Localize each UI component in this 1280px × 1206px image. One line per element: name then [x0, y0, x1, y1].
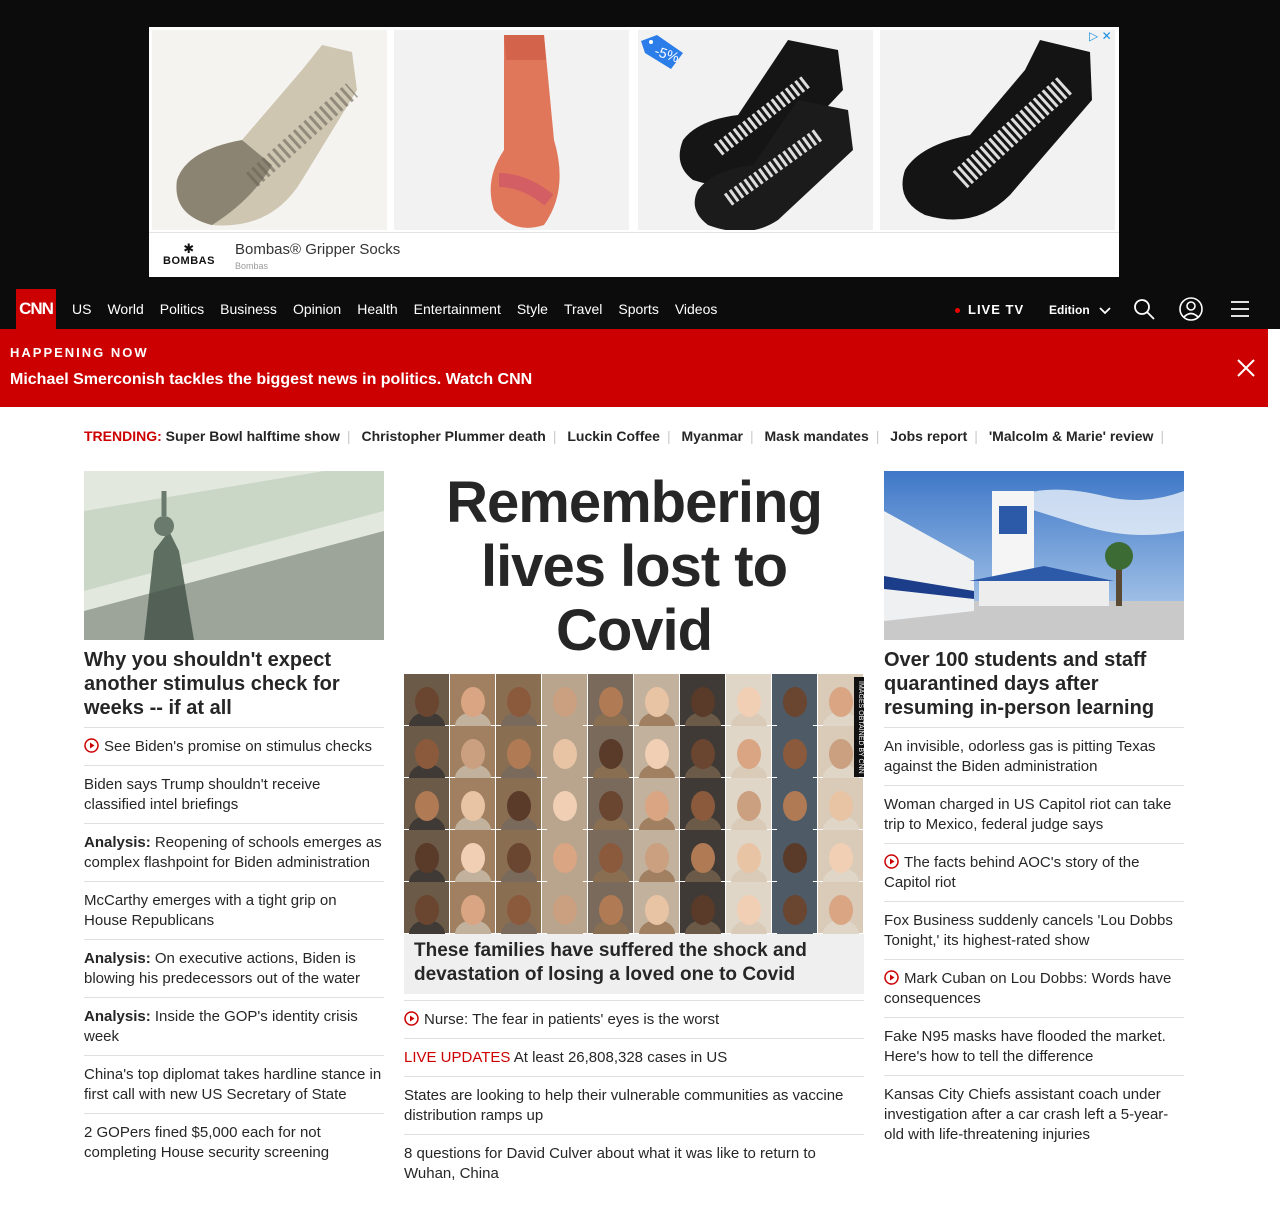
- portrait-photo: [588, 882, 633, 934]
- list-item[interactable]: [84, 1113, 384, 1171]
- left-column: [84, 471, 384, 1171]
- covid-victims-photo-mosaic[interactable]: [404, 674, 864, 934]
- analysis-label: Analysis:: [84, 1008, 151, 1025]
- list-item[interactable]: [404, 1076, 864, 1134]
- separator: |: [974, 428, 978, 444]
- list-item[interactable]: [884, 785, 1184, 843]
- list-item[interactable]: [404, 1038, 864, 1076]
- list-item[interactable]: [884, 901, 1184, 959]
- edition-dropdown[interactable]: [1049, 289, 1111, 331]
- happening-now-text[interactable]: Michael Smerconish tackles the biggest news in politics. Watch CNN: [10, 371, 533, 388]
- edition-label: Edition: [1049, 303, 1090, 317]
- headline-text: Biden says Trump shouldn't receive classified intel briefings: [84, 776, 321, 813]
- list-item[interactable]: [884, 959, 1184, 1017]
- ad-brand-name: BOMBAS: [163, 255, 215, 267]
- ad-product-image-4[interactable]: [880, 30, 1115, 230]
- nav-links: [72, 289, 717, 329]
- nav-link-health[interactable]: Health: [357, 301, 398, 317]
- separator: |: [552, 428, 557, 444]
- live-tv-button[interactable]: [955, 289, 1024, 331]
- school-building-image[interactable]: [884, 471, 1184, 640]
- portrait-photo: [542, 882, 587, 934]
- headline-text: Fox Business suddenly cancels 'Lou Dobbs Tonight,' its highest-rated show: [884, 912, 1173, 949]
- headline-text: 8 questions for David Culver about what it was like to return to Wuhan, China: [404, 1145, 816, 1182]
- happening-now-banner[interactable]: [0, 329, 1268, 407]
- portrait-photo: [450, 882, 495, 934]
- live-tv-label: LIVE TV: [968, 302, 1025, 317]
- headline-text: See Biden's promise on stimulus checks: [104, 738, 372, 755]
- portrait-photo: [634, 882, 679, 934]
- right-column: [884, 471, 1184, 1153]
- nav-link-travel[interactable]: Travel: [563, 301, 603, 317]
- separator: |: [346, 428, 351, 444]
- account-icon[interactable]: [1179, 297, 1203, 321]
- headline-text: Fake N95 masks have flooded the market. Here's how to tell the difference: [884, 1028, 1166, 1065]
- close-icon[interactable]: [1236, 358, 1256, 378]
- bee-icon: ✱: [183, 241, 195, 256]
- center-column: [404, 471, 864, 1192]
- top-nav: [0, 289, 1280, 329]
- analysis-label: Analysis:: [84, 834, 151, 851]
- separator: |: [1160, 428, 1165, 444]
- headline-text: Inside the GOP's identity crisis week: [84, 1008, 358, 1045]
- headline-text: An invisible, odorless gas is pitting Texas against the Biden administration: [884, 738, 1156, 775]
- play-video-icon: [84, 738, 99, 753]
- headline-text: China's top diplomat takes hardline stance in first call with new US Secretary of State: [84, 1066, 382, 1103]
- headline-text: Reopening of schools emerges as complex flashpoint for Biden administration: [84, 834, 382, 871]
- image-credit: IMAGES OBTAINED BY CNN: [854, 677, 864, 777]
- nav-link-style[interactable]: Style: [516, 301, 548, 317]
- nav-link-entertainment[interactable]: Entertainment: [413, 301, 501, 317]
- list-item[interactable]: [884, 1017, 1184, 1075]
- ad-footer[interactable]: [149, 232, 1119, 277]
- play-video-icon: [404, 1011, 419, 1026]
- nav-link-sports[interactable]: Sports: [618, 301, 659, 317]
- ad-advertiser: Bombas: [235, 261, 269, 271]
- list-item[interactable]: [404, 1000, 864, 1038]
- list-item[interactable]: [884, 843, 1184, 901]
- portrait-photo: [772, 882, 817, 934]
- trending-item[interactable]: 'Malcolm & Marie' review: [988, 428, 1154, 444]
- lead-headline[interactable]: Over 100 students and staff quarantined days after resuming in-person learning: [884, 649, 1155, 719]
- list-item[interactable]: [84, 997, 384, 1055]
- trending-item[interactable]: Jobs report: [890, 428, 968, 444]
- portrait-photo: [726, 882, 771, 934]
- portrait-photo: [404, 882, 449, 934]
- ad-banner[interactable]: [149, 27, 1119, 277]
- nav-link-business[interactable]: Business: [220, 301, 277, 317]
- ad-product-image-1[interactable]: [152, 30, 387, 230]
- trending-label: TRENDING:: [84, 428, 162, 444]
- headline-text: At least 26,808,328 cases in US: [510, 1049, 728, 1066]
- list-item[interactable]: [884, 727, 1184, 785]
- list-item[interactable]: [84, 765, 384, 823]
- hero-subheadline[interactable]: These families have suffered the shock and devastation of losing a loved one to Covid: [404, 934, 864, 994]
- separator: |: [875, 428, 880, 444]
- trending-item[interactable]: Luckin Coffee: [567, 428, 660, 444]
- list-item[interactable]: [84, 727, 384, 765]
- ad-discount: -5%: [652, 42, 682, 66]
- chevron-down-icon: [1099, 307, 1111, 315]
- ad-band: [0, 0, 1280, 289]
- nav-link-world[interactable]: World: [107, 301, 144, 317]
- list-item[interactable]: [884, 1075, 1184, 1153]
- ad-choices-icon[interactable]: ▷ ✕: [1089, 29, 1112, 43]
- ad-product-image-2[interactable]: [394, 30, 629, 230]
- list-item[interactable]: [84, 939, 384, 997]
- hero-headline[interactable]: Remembering lives lost to Covid: [446, 470, 822, 663]
- nav-link-politics[interactable]: Politics: [159, 301, 205, 317]
- headline-text: Mark Cuban on Lou Dobbs: Words have consequences: [884, 970, 1172, 1007]
- stimulus-check-image[interactable]: [84, 471, 384, 640]
- menu-icon[interactable]: [1228, 297, 1252, 321]
- trending-bar: [84, 428, 1171, 444]
- list-item[interactable]: [84, 1055, 384, 1113]
- live-updates-label: LIVE UPDATES: [404, 1049, 511, 1066]
- separator: |: [749, 428, 754, 444]
- nav-link-us[interactable]: US: [72, 301, 92, 317]
- analysis-label: Analysis:: [84, 950, 151, 967]
- headline-text: Kansas City Chiefs assistant coach under investigation after a car crash left a 5-year-old with life-threatening injuries: [884, 1086, 1169, 1143]
- headline-text: States are looking to help their vulnerable communities as vaccine distribution ramps up: [404, 1087, 844, 1124]
- headline-text: On executive actions, Biden is blowing his predecessors out of the water: [84, 950, 360, 987]
- list-item[interactable]: [84, 881, 384, 939]
- play-video-icon: [884, 854, 899, 869]
- headline-text: McCarthy emerges with a tight grip on House Republicans: [84, 892, 337, 929]
- trending-item[interactable]: Christopher Plummer death: [361, 428, 546, 444]
- portrait-photo: [818, 882, 863, 934]
- trending-item[interactable]: Super Bowl halftime show: [165, 428, 340, 444]
- lead-headline[interactable]: Why you shouldn't expect another stimulus check for weeks -- if at all: [84, 649, 340, 719]
- ad-brand-logo: [161, 243, 217, 267]
- headline-text: Woman charged in US Capitol riot can take trip to Mexico, federal judge says: [884, 796, 1172, 833]
- ad-title[interactable]: Bombas® Gripper Socks: [235, 241, 401, 258]
- happening-now-label: HAPPENING NOW: [10, 345, 149, 360]
- play-video-icon: [884, 970, 899, 985]
- nav-link-videos[interactable]: Videos: [674, 301, 718, 317]
- list-item[interactable]: [84, 823, 384, 881]
- separator: |: [666, 428, 671, 444]
- trending-item[interactable]: Myanmar: [681, 428, 743, 444]
- search-icon[interactable]: [1132, 297, 1156, 321]
- cnn-logo[interactable]: CNN: [16, 289, 56, 329]
- live-dot-icon: [955, 308, 960, 313]
- portrait-photo: [680, 882, 725, 934]
- nav-link-opinion[interactable]: Opinion: [292, 301, 342, 317]
- list-item[interactable]: [404, 1134, 864, 1192]
- trending-item[interactable]: Mask mandates: [764, 428, 869, 444]
- headline-text: 2 GOPers fined $5,000 each for not completing House security screening: [84, 1124, 330, 1161]
- headline-text: The facts behind AOC's story of the Capitol riot: [884, 854, 1140, 891]
- portrait-photo: [496, 882, 541, 934]
- headline-text: Nurse: The fear in patients' eyes is the worst: [424, 1011, 720, 1028]
